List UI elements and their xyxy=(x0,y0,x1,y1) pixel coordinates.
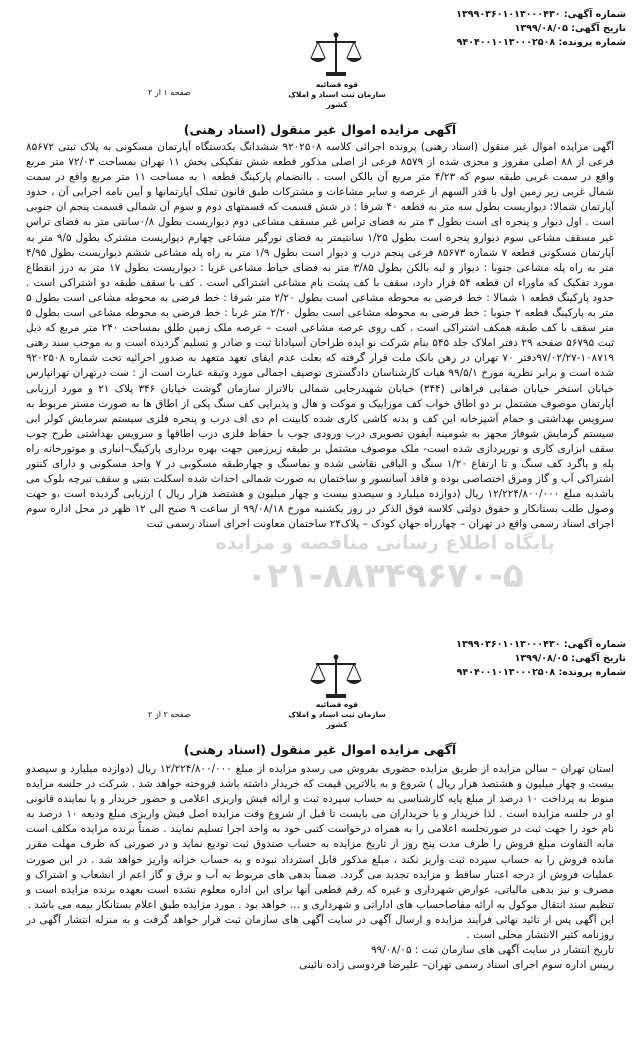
registry-org-label: سازمان ثبت اسناد و املاک کشور xyxy=(288,710,386,729)
watermark-title: پایگاه اطلاع رسانی مناقصه و مزایده xyxy=(215,532,555,554)
notice-header xyxy=(396,8,626,50)
notice-date-label: تاریخ آگهی: xyxy=(571,23,626,34)
notice-number: ۱۳۹۹۰۳۶۰۱۰۱۳۰۰۰۴۳۰ xyxy=(456,9,561,20)
notice-date-label: تاریخ آگهی: xyxy=(571,653,626,664)
notice-header xyxy=(396,638,626,680)
publication-note-paragraph: این آگهی پس از تائید نهائی فرآیند مزایده و ارسال آگهی در سایت آگهی های سازمان ثبت قرار خواهد گرفت و به منزله انتشار آگهی در روزنامه کثیر الانتشار محلی است . xyxy=(26,913,614,942)
notice-title: آگهی مزایده اموال غیر منقول (اسناد رهنی) xyxy=(183,122,457,137)
file-number-label: شماره پرونده: xyxy=(558,667,626,678)
notice-date: ۱۳۹۹/۰۸/۰۵ xyxy=(514,653,568,664)
notice-date-row xyxy=(396,22,626,36)
notice-page-2 xyxy=(0,634,640,1056)
notice-date: ۱۳۹۹/۰۸/۰۵ xyxy=(514,23,568,34)
notice-title: آگهی مزایده اموال غیر منقول (اسناد رهنی) xyxy=(183,742,457,757)
publication-date-line: تاریخ انتشار در سایت آگهی های سازمان ثبت : ۹۹/۰۸/۰۵ xyxy=(371,944,614,957)
notice-date-row xyxy=(396,652,626,666)
notice-number-label: شماره آگهی: xyxy=(563,9,626,20)
auction-terms-paragraph: استان تهران – سالن مزایده از طریق مزایده حضوری بفروش می رسدو مزایده از مبلغ ۱۲/۲۲۴/۸۰۰/۰۰۰ ریال (دوازده میلیارد و سیصدو بیست و چهار میلیون و هشتصد هزار ریال ) شروع و به بالاترین قیمت که خریدار داشته باشد فروخته خواهد شد . شرکت در جلسه مزایده منوط به پرداخت ۱۰ درصد از مبلغ پایه کارشناسی به حساب سپرده ثبت و ارائه فیش واریزی اعلامی و حضور خریدار و یا نماینده قانونی او در جلسه مزایده است . لذا خریدار و یا خریداران می بایست تا قبل از شروع وقت مزایده اصل فیش واریزی مبلغ ودیعه ۱۰ درصد به نام خود را جهت ثبت در صورتجلسه اعلامی را به همراه درخواست کتبی خود به واحد اجرا تسلیم نمایند . ضمناً برنده مزایده مکلف است مابه التفاوت مبلغ فروش را ظرف مدت پنج روز از تاریخ مزایده به حساب صندوق ثبت تودیع نماید و در صورتی که ظرف مهلت مقرر مانده فروش را به حساب سپرده ثبت واریز نکند ، مبلغ مذکور قابل استرداد نبوده و به حساب خزانه واریز خواهد شد . در این صورت عملیات فروش از درجه اعتبار ساقط و مزایده تجدید می گردد. ضمناً بدهی های مربوط به آب و برق و گاز اعم از انشعاب و اشتراک و مصرف و نیز بدهی مالیاتی، عوارض شهرداری و غیره که رقم قطعی آنها برای این اداره معلوم نشده است بعهده برنده مزایده است و تنظیم سند انتقال موکول به ارائه مفاصاحساب های اداراتی و شهرداری و ... خواهد بود . مورد مزایده طبق اعلام بستانکار بیمه می باشد . xyxy=(26,763,614,911)
notice-number-label: شماره آگهی: xyxy=(563,639,626,650)
signatory-line: رییس اداره سوم اجرای اسناد رسمی تهران– علیرضا فردوسی زاده نائینی xyxy=(299,959,614,972)
file-number-label: شماره پرونده: xyxy=(558,37,626,48)
registry-org-label: سازمان ثبت اسناد و املاک کشور xyxy=(288,90,386,109)
page-number-label: صفحه ۱ از ۲ xyxy=(148,88,191,97)
notice-number-row xyxy=(396,8,626,22)
watermark-phone: ۰۲۱-۸۸۳۴۹۶۷۰-۵ xyxy=(246,556,524,596)
emblem-caption xyxy=(282,700,392,730)
notice-number-row xyxy=(396,638,626,652)
notice-number: ۱۳۹۹۰۳۶۰۱۰۱۳۰۰۰۴۳۰ xyxy=(456,639,561,650)
file-number: ۹۴۰۴۰۰۱۰۱۳۰۰۰۲۵۰۸ xyxy=(456,667,556,678)
emblem-caption xyxy=(282,80,392,110)
file-number-row xyxy=(396,666,626,680)
notice-body-paragraph: آگهی مزایده اموال غیر منقول (اسناد رهنی) پرونده اجرائی کلاسه ۹۲۰۲۵۰۸ ششدانگ یکدستگاه آپارتمان مسکونی به پلاک ثبتی ۸۵۶۷۲ فرعی از ۸۸ اصلی مفروز و مجزی شده از ۸۵۷۹ فرعی از اصلی مذکور قطعه شش تفکیکی بخش ۱۱ تهران بمساحت ۷۲/۰۳ متر مربع واقع در سمت غربی طبقه سوم که ۴/۲۳ متر مربع آن بالکن است . باانضمام پارکینگ قطعه ۱ به مساحت ۱۱ متر مربع واقع در سمت شمال غربی زیر زمین اول با قدر السهم از عرصه و سایر مشاعات و مشترکات طبق قانون تملک آپارتمانها و آیین نامه اجرایی آن ، حدود آپارتمان شمالا: دیواریست بطول سه متر به قطعه ۴۰ شرقا : در شش قسمت که قسمتهای دوم و سوم آن شمالی قسمت پنجم ان جنوبی است . اول دیوار و پنجره ای است بطول ۳ متر به فضای تراس غیر مسقف مشاعی دوم دیواریست بطول ۰/۸سانتی متر به فضای تراس غیر مسقف مشاعی سوم دیوارو پنجره است بطول ۱/۲۵ سانتیمتر به فضای نورگیر مشاعی چهارم دیواریست مشترک بطول ۹/۵ متر به آپارتمان مسکونی قطعه ۷ شماره ۸۵۶۷۳ فرعی پنجم درب و دیوار است بطول ۱/۹ متر به راه پله مشاعی ششم دیواریست بطول ۴/۹۵ متر به راه پله مشاعی جنوبا : دیوار و لبه بالکن بطول ۳/۸۵ متر به فضای حیاط مشاعی غربا : دیواریست بطول ۱۷ متر به درز انقطاع مورد تفکیک که ماوراء ان قطعه ۵۴ قرار دارد، سقف با کف پشت بام مشاعی اشتراکی است . کف با سقف طبقه دو اشتراکی است . حدود پارکینگ قطعه ۱ شمالا : خط فرضی به محوطه مشاعی است بطول ۲/۲۰ متر شرقا : خط فرضی به محوطه مشاعی است بطول ۵ متر به پارکینگ قطعه ۲ جنوبا : خط فرضی به محوطه مشاعی است بطول ۲/۲۰ متر غربا : خط فرضی به محوطه مشاعی است بطول ۵ متر سقف با کف طبقه همکف اشتراکی است . کف روی عرصه مشاعی است – عرصه ملک زمین طلق بمساحت ۲۴۰ متر مربع که ذیل ثبت ۵۶۷۹۵ صفحه ۲۹ دفتر املاک جلد ۵۴۵ بنام شرکت نو ایده طراحان آسیادانا ثبت و صادر و تسلیم گردیده است و به موجب سند رهنی ۱۰۸۷۱۹-۹۷/۰۲/۲۷دفتر ۷۰ تهران در رهن بانک ملت قرار گرفته که بعلت عدم ایفای تعهد متعهد به صدور اجرائیه تحت شماره ۹۲۰۲۵۰۸ شده است و برابر نظریه مورخ ۹۹/۵/۱ هیات کارشناسان دادگستری توصیف اجمالی مورد وثیقه عبارت است از : ست درتهران تهرانپارس خیابان استخر خیابان صفایی فراهانی (۳۴۴) خیابان شهیدرجایی شمالی بالاتراز سازمان گوشت خیابان ۳۴۶ پلاک ۲۱ و مورد ارزیابی آپارتمان موصوف مشتمل بر دو اطاق خواب کف موزاییک و موکت و هال و پذیرایی کف سنگ پکی از اطاق ها به صورت مستر مربوط به سرویس بهداشتی و حمام آشپزخانه این کف و بدنه کاشی کاری شده کابینت ام دی اف درب و پنجره فلزی سیستم سرمایش کولر ابی سیستم گرمایش شوفاژ مجهز به شومینه آیفون تصویری درب ورودی چوب با حفاظ فلزی درب اطاقها و سرویس بهداشتی طرح چوب سقف ابزاری کاری و نورپردازی شده است- ملک موصوف مشتمل بر طبقه زیرزمین جهت بهره برداری پارکینگ–انباری و موتورخانه راه پله و پاگرد کف سنگ و تا ارتفاع ۱/۲۰ سنگ و الباقی نقاشی شده و نماسنگ و چهارطبقه مسکونی در ۷ واحد مسکونی و دارای کنتور اشتراکی آب و گاز ومرق اختصاصی بوده و فاقد آسانسور و ساختمان به صورت شمالی احداث شده اسکلت بتنی و سقف تیرچه بلوک می باشدبه مبلغ ۱۲/۲۲۴/۸۰۰/۰۰۰ ریال (دوازده میلیارد و سیصدو بیست و چهار میلیون و هشتصد هزار ریال ) ارزیابی گردیده است ،و جهت وصول طلب بستانکار و حقوق دولتی کلاسه فوق الذکر در روز یکشنبه مورخ ۹۹/۰۸/۱۸ از ساعت ۹ صبح الی ۱۲ ظهر در محل اداره سوم اجرای اسناد رسمی واقع در تهران – چهارراه جهان کودک – پلاک۲۴ ساختمان معاونت اجرای اسناد رسمی ثبت xyxy=(26,141,615,531)
scales-of-justice-icon xyxy=(306,30,366,80)
judiciary-label: قوه قضائیه xyxy=(315,80,359,89)
judiciary-label: قوه قضائیه xyxy=(315,700,359,709)
page-number-label: صفحه ۲ از ۲ xyxy=(148,710,191,719)
file-number: ۹۴۰۴۰۰۱۰۱۳۰۰۰۲۵۰۸ xyxy=(456,37,556,48)
scales-of-justice-icon xyxy=(306,652,366,702)
notice-body xyxy=(26,762,614,973)
notice-body xyxy=(26,140,614,532)
file-number-row xyxy=(396,36,626,50)
